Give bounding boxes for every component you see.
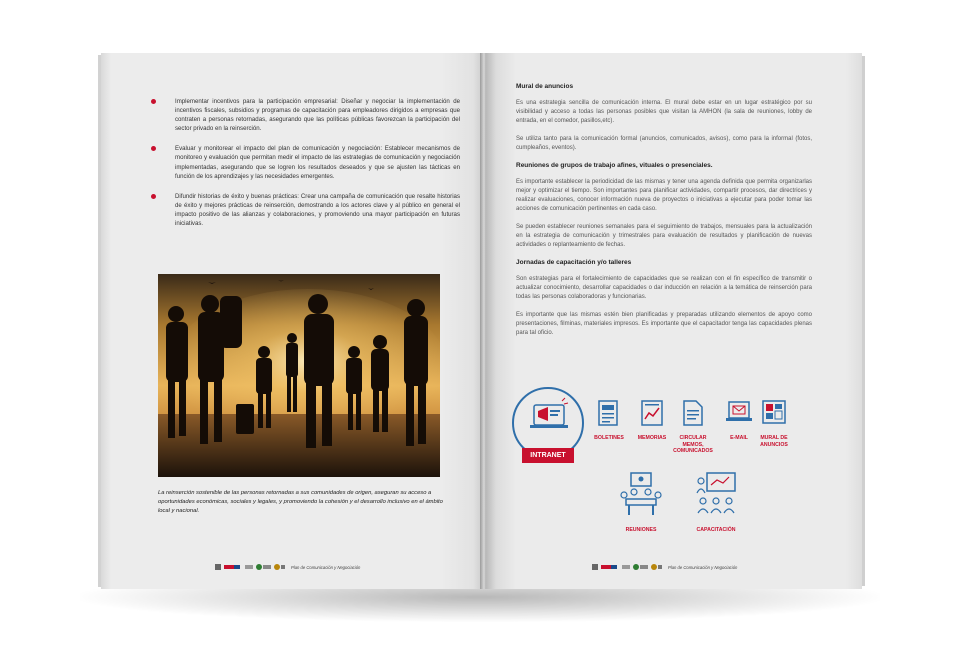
newspaper-icon [597,399,621,427]
capacitacion-label: CAPACITACIÓN [696,527,736,533]
section-paragraph: Son estrategias para el fortalecimiento de capacidades que se realizan con el fin específico de transmitir o actualizar conocimiento, desarrollar capacidades o dar inducción en relación a la temática de reinserción para todas las personas colaboradoras y funcionarias. [516,276,812,300]
megaphone-laptop-icon [514,389,582,457]
email-label: E-MAIL [730,435,748,441]
section-heading: Reuniones de grupos de trabajo afines, vituales o presenciales. [516,162,713,169]
footer-title: Plan de Comunicación y Negociación [291,564,361,570]
silhouette-photo [158,274,440,477]
email-item [722,399,756,442]
bullet-list [147,97,460,239]
right-footer [592,562,737,572]
memorias-label: MEMORIAS [637,435,667,441]
section-heading: Jornadas de capacitación y/o talleres [516,259,632,266]
footer-title: Plan de Comunicación y Negociación [668,564,738,570]
left-footer [215,562,360,572]
mural-item [756,399,792,448]
circular-item [670,399,716,455]
mural-label: MURAL DE ANUNCIOS [760,435,788,448]
partner-logos-icon [215,563,285,571]
bulletin-board-icon [761,399,787,427]
email-laptop-icon [725,399,753,427]
document-icon [682,399,704,427]
section-paragraph: Es importante establecer la periodicidad de las mismas y tener una agenda definida que permita organizarlas mejor y optimizar el tiempo. Son importantes para planificar actividades, compartir procesos, dar directrices y realizar evaluaciones, conocer información nueva de proyectos o iniciativas a ejecutar para poder tomar las acciones de comunicación pertinentes en cada caso. [516,179,812,212]
left-page [101,53,482,589]
bullet-text: Difundir historias de éxito y buenas prácticas: Crear una campaña de comunicación que resalte historias de éxito y mejores prácticas de reinserción, demostrando a los actores clave y al público en general el impacto positivo de las alianzas y colaboraciones, y promoviendo una mayor participación en futuras iniciativas. [175,192,460,228]
section-paragraph: Se utiliza tanto para la comunicación formal (anuncios, comunicados, avisos), como para la informal (fotos, cumpleaños, eventos). [516,136,812,151]
meeting-table-icon [618,471,664,519]
training-board-icon [693,471,739,519]
report-chart-icon [640,399,664,427]
bullet-item [147,144,460,180]
bullet-dot-icon [151,99,156,104]
boletines-label: BOLETINES [594,435,624,441]
bullet-dot-icon [151,146,156,151]
bullet-item [147,192,460,228]
communication-channels-infographic [512,387,842,557]
bullet-text: Implementar incentivos para la participación empresarial: Diseñar y negociar la implementación de incentivos fiscales, subsidios y programas de capacitación para empleadores dirigidos a empresas que contraten a personas retornadas, asegurando que las políticas públicas favorezcan la participación del sector privado en la reinserción. [175,98,460,133]
photo-caption: La reinserción sostenible de las personas retornadas a sus comunidades de origen, aseguran su acceso a oportunidades económicas, sociales y legales, y promoviendo la cohesión y el desarrollo inclusivo en el ámbito local y nacional. [158,490,443,514]
section-paragraph: Se pueden establecer reuniones semanales para el seguimiento de trabajos, mensuales para la actualización en la estrategia de comunicación y trimestrales para evaluación de resultados y planificación de nuevas actividades o replanteamiento de fechas. [516,224,812,248]
walking-people-image [158,274,440,477]
memorias-item [632,399,672,442]
right-text-column [516,83,812,347]
reuniones-item [616,471,666,534]
capacitacion-item [688,471,744,534]
right-page [486,53,862,589]
bullet-dot-icon [151,194,156,199]
intranet-label: INTRANET [522,448,574,463]
partner-logos-icon [592,563,662,571]
boletines-item [591,399,627,442]
bullet-text: Evaluar y monitorear el impacto del plan de comunicación y negociación: Establecer mecanismos de monitoreo y evaluación que permitan medir el impacto de las estrategias de comunicación y negociación implementadas, asegurando que se logren los resultados deseados y que se ajusten las tácticas en función de los aprendizajes y las necesidades emergentes. [175,145,460,180]
section-paragraph: Es importante que las mismas estén bien planificadas y preparadas utilizando elementos de apoyo como presentaciones, filminas, materiales impresos. Es importante que el capacitador tenga las capacidades plenas para tal oficio. [516,312,812,336]
section-heading: Mural de anuncios [516,83,574,90]
bullet-item [147,97,460,133]
section-paragraph: Es una estrategia sencilla de comunicación interna. El mural debe estar en un lugar estratégico por su visibilidad y acceso a todas las personas posibles que visitan la AMHON (la sala de reuniones, lobby de entrada, en el comedor, pasillos,etc). [516,100,812,124]
reuniones-label: REUNIONES [625,527,657,533]
circular-label: CIRCULAR MEMOS, COMUNICADOS [673,435,713,454]
